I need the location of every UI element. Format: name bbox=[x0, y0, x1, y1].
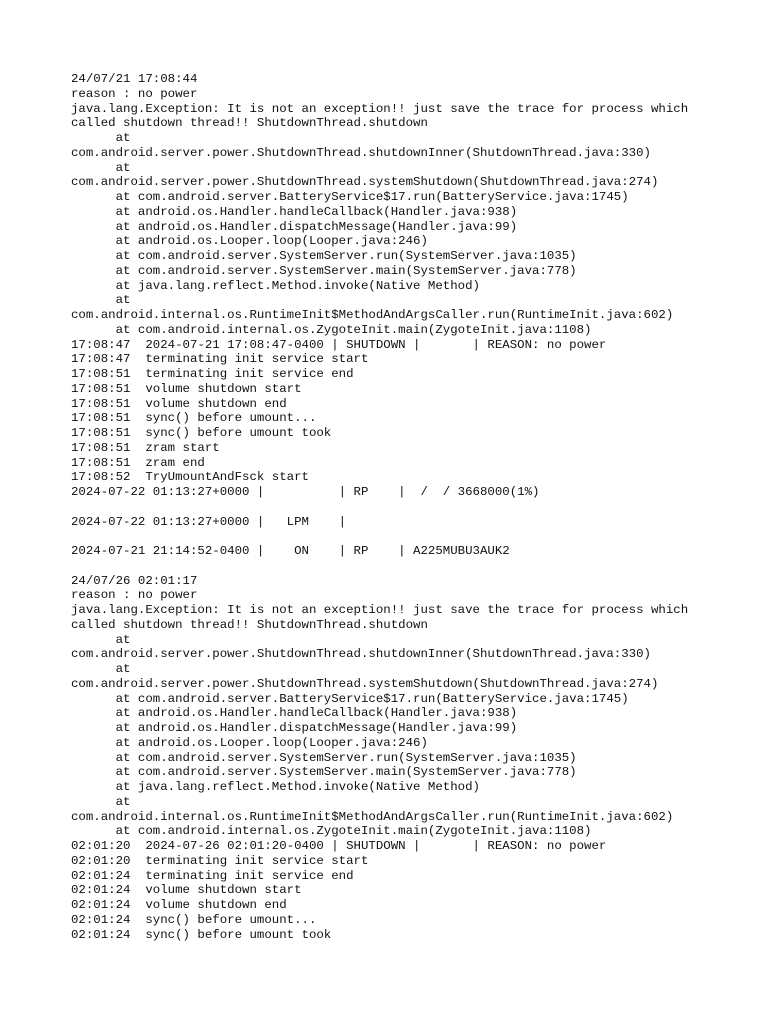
log-line bbox=[71, 500, 731, 515]
log-line: at java.lang.reflect.Method.invoke(Native Method) bbox=[71, 780, 480, 794]
log-line: at android.os.Handler.dispatchMessage(Handler.java:99) bbox=[71, 219, 518, 234]
log-line: java.lang.Exception: It is not an exception!! just save the trace for process which bbox=[71, 101, 689, 116]
log-line: 02:01:24 sync() before umount... bbox=[71, 912, 317, 927]
log-line: at com.android.server.SystemServer.run(SystemServer.java:1035) bbox=[71, 249, 577, 263]
log-line: java.lang.Exception: It is not an exception!! just save the trace for process which bbox=[71, 603, 689, 617]
log-line: com.android.server.power.ShutdownThread.shutdownInner(ShutdownThread.java:330) bbox=[71, 647, 651, 662]
log-line: 17:08:51 volume shutdown end bbox=[71, 396, 287, 411]
log-line: at android.os.Handler.dispatchMessage(Handler.java:99) bbox=[71, 721, 518, 735]
log-line: at bbox=[71, 794, 131, 809]
log-line: at bbox=[71, 632, 131, 647]
log-line: 17:08:51 zram end bbox=[71, 455, 205, 470]
log-line: at bbox=[71, 160, 131, 175]
log-line: at com.android.server.SystemServer.main(SystemServer.java:778) bbox=[71, 263, 577, 278]
log-line: called shutdown thread!! ShutdownThread.shutdown bbox=[71, 617, 428, 632]
log-line: at bbox=[71, 662, 131, 676]
log-line bbox=[71, 529, 731, 544]
log-line: 17:08:47 terminating init service start bbox=[71, 352, 369, 367]
log-line: com.android.server.power.ShutdownThread.systemShutdown(ShutdownThread.java:274) bbox=[71, 676, 659, 691]
log-line: at com.android.server.BatteryService$17.run(BatteryService.java:1745) bbox=[71, 691, 629, 706]
log-line: at android.os.Looper.loop(Looper.java:246) bbox=[71, 735, 428, 750]
log-line: at com.android.internal.os.ZygoteInit.main(ZygoteInit.java:1108) bbox=[71, 824, 592, 839]
log-line: at bbox=[71, 293, 131, 308]
log-line: 17:08:51 sync() before umount... bbox=[71, 411, 317, 426]
log-line: at java.lang.reflect.Method.invoke(Native Method) bbox=[71, 278, 480, 293]
log-line: 02:01:24 volume shutdown start bbox=[71, 883, 302, 898]
log-line: 17:08:52 TryUmountAndFsck start bbox=[71, 470, 309, 485]
log-line: 17:08:51 terminating init service end bbox=[71, 367, 354, 381]
log-line: com.android.server.power.ShutdownThread.systemShutdown(ShutdownThread.java:274) bbox=[71, 175, 659, 190]
log-line: at com.android.server.SystemServer.main(SystemServer.java:778) bbox=[71, 765, 577, 780]
log-line: com.android.server.power.ShutdownThread.shutdownInner(ShutdownThread.java:330) bbox=[71, 145, 651, 160]
log-line: com.android.internal.os.RuntimeInit$MethodAndArgsCaller.run(RuntimeInit.java:602) bbox=[71, 308, 674, 322]
log-line: reason : no power bbox=[71, 588, 198, 603]
log-line: reason : no power bbox=[71, 86, 198, 101]
log-line: at com.android.internal.os.ZygoteInit.main(ZygoteInit.java:1108) bbox=[71, 322, 592, 337]
log-line: 2024-07-21 21:14:52-0400 | ON | RP | A225MUBU3AUK2 bbox=[71, 544, 510, 558]
log-line: 24/07/21 17:08:44 bbox=[71, 72, 198, 86]
log-document bbox=[71, 72, 731, 942]
log-line: at android.os.Handler.handleCallback(Handler.java:938) bbox=[71, 706, 518, 721]
log-line: 2024-07-22 01:13:27+0000 | LPM | bbox=[71, 514, 347, 529]
log-line: 17:08:51 sync() before umount took bbox=[71, 426, 332, 440]
log-line: 02:01:24 volume shutdown end bbox=[71, 898, 287, 912]
log-line: at com.android.server.BatteryService$17.run(BatteryService.java:1745) bbox=[71, 190, 629, 204]
log-line: 02:01:24 terminating init service end bbox=[71, 868, 354, 883]
log-line: 02:01:24 sync() before umount took bbox=[71, 927, 332, 942]
log-line: called shutdown thread!! ShutdownThread.shutdown bbox=[71, 116, 428, 131]
log-line: 02:01:20 2024-07-26 02:01:20-0400 | SHUTDOWN | | REASON: no power bbox=[71, 839, 607, 853]
log-line: 02:01:20 terminating init service start bbox=[71, 853, 369, 868]
log-line: at android.os.Handler.handleCallback(Handler.java:938) bbox=[71, 204, 518, 219]
log-line bbox=[71, 559, 731, 574]
log-line: 2024-07-22 01:13:27+0000 | | RP | / / 3668000(1%) bbox=[71, 485, 540, 499]
log-line: com.android.internal.os.RuntimeInit$MethodAndArgsCaller.run(RuntimeInit.java:602) bbox=[71, 809, 674, 824]
log-line: 17:08:47 2024-07-21 17:08:47-0400 | SHUTDOWN | | REASON: no power bbox=[71, 337, 607, 352]
log-line: 24/07/26 02:01:17 bbox=[71, 573, 198, 588]
log-line: 17:08:51 volume shutdown start bbox=[71, 381, 302, 396]
log-line: at android.os.Looper.loop(Looper.java:246) bbox=[71, 234, 428, 249]
log-line: at bbox=[71, 131, 131, 145]
log-line: at com.android.server.SystemServer.run(SystemServer.java:1035) bbox=[71, 750, 577, 765]
log-line: 17:08:51 zram start bbox=[71, 440, 220, 455]
